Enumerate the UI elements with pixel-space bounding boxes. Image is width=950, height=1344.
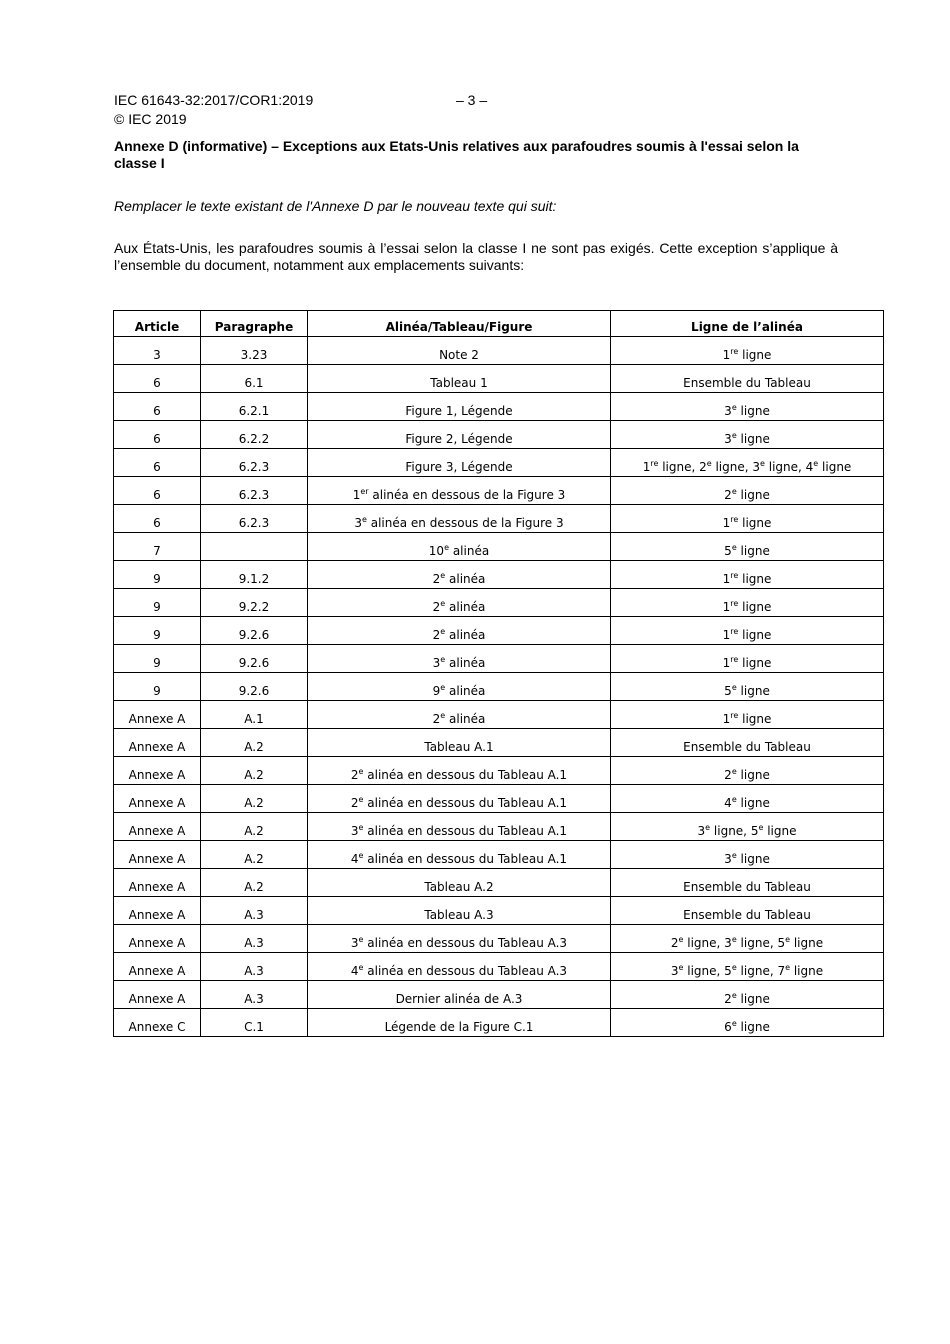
- cell-article: Annexe A: [114, 729, 201, 757]
- cell-paragraphe: 6.2.3: [201, 477, 308, 505]
- standard-reference: IEC 61643-32:2017/COR1:2019: [114, 92, 314, 108]
- cell-paragraphe: A.2: [201, 729, 308, 757]
- annex-title: Annexe D (informative) – Exceptions aux Etats-Unis relatives aux parafoudres soumis à l'essai selon la classe I: [114, 138, 799, 171]
- cell-article: Annexe A: [114, 813, 201, 841]
- cell-ligne: 1re ligne: [611, 589, 884, 617]
- cell-alinea: Tableau 1: [308, 365, 611, 393]
- col-header-alinea: Alinéa/Tableau/Figure: [308, 311, 611, 337]
- cell-alinea: Tableau A.1: [308, 729, 611, 757]
- cell-alinea: 2e alinéa: [308, 701, 611, 729]
- table-row: [114, 869, 884, 897]
- cell-ligne: 3e ligne: [611, 393, 884, 421]
- table-body: [114, 337, 884, 1037]
- table-row: [114, 953, 884, 981]
- cell-article: 9: [114, 589, 201, 617]
- cell-article: Annexe A: [114, 953, 201, 981]
- table-row: [114, 617, 884, 645]
- cell-alinea: Figure 1, Légende: [308, 393, 611, 421]
- cell-ligne: 3e ligne, 5e ligne: [611, 813, 884, 841]
- table-row: [114, 813, 884, 841]
- col-header-article: Article: [114, 311, 201, 337]
- page-header: [114, 91, 487, 129]
- cell-alinea: Tableau A.2: [308, 869, 611, 897]
- cell-paragraphe: A.1: [201, 701, 308, 729]
- cell-article: 9: [114, 617, 201, 645]
- table-row: [114, 925, 884, 953]
- cell-ligne: 1re ligne: [611, 645, 884, 673]
- cell-alinea: 4e alinéa en dessous du Tableau A.1: [308, 841, 611, 869]
- cell-ligne: 2e ligne: [611, 981, 884, 1009]
- cell-alinea: 3e alinéa en dessous du Tableau A.1: [308, 813, 611, 841]
- cell-article: Annexe C: [114, 1009, 201, 1037]
- cell-ligne: 2e ligne, 3e ligne, 5e ligne: [611, 925, 884, 953]
- cell-ligne: 1re ligne: [611, 505, 884, 533]
- table-row: [114, 785, 884, 813]
- cell-alinea: 3e alinéa: [308, 645, 611, 673]
- table-row: [114, 673, 884, 701]
- cell-ligne: 1re ligne: [611, 561, 884, 589]
- cell-paragraphe: 6.2.3: [201, 449, 308, 477]
- cell-ligne: 6e ligne: [611, 1009, 884, 1037]
- table-row: [114, 897, 884, 925]
- cell-article: Annexe A: [114, 841, 201, 869]
- cell-alinea: 1er alinéa en dessous de la Figure 3: [308, 477, 611, 505]
- cell-article: Annexe A: [114, 981, 201, 1009]
- cell-ligne: Ensemble du Tableau: [611, 869, 884, 897]
- cell-alinea: 10e alinéa: [308, 533, 611, 561]
- cell-paragraphe: 9.2.6: [201, 617, 308, 645]
- table-row: [114, 449, 884, 477]
- cell-paragraphe: C.1: [201, 1009, 308, 1037]
- cell-paragraphe: A.3: [201, 981, 308, 1009]
- cell-paragraphe: 9.2.2: [201, 589, 308, 617]
- copyright: © IEC 2019: [114, 111, 187, 127]
- cell-alinea: Figure 2, Légende: [308, 421, 611, 449]
- cell-alinea: Figure 3, Légende: [308, 449, 611, 477]
- cell-paragraphe: 9.2.6: [201, 673, 308, 701]
- cell-paragraphe: A.2: [201, 785, 308, 813]
- cell-article: Annexe A: [114, 785, 201, 813]
- header-line-1: [114, 91, 487, 110]
- table-row: [114, 533, 884, 561]
- cell-article: 6: [114, 421, 201, 449]
- cell-alinea: 2e alinéa: [308, 561, 611, 589]
- cell-article: Annexe A: [114, 757, 201, 785]
- cell-article: 6: [114, 365, 201, 393]
- cell-paragraphe: 6.2.2: [201, 421, 308, 449]
- cell-article: 6: [114, 477, 201, 505]
- table-row: [114, 477, 884, 505]
- cell-paragraphe: A.2: [201, 869, 308, 897]
- cell-alinea: 3e alinéa en dessous du Tableau A.3: [308, 925, 611, 953]
- cell-paragraphe: 9.2.6: [201, 645, 308, 673]
- table-row: [114, 421, 884, 449]
- cell-article: 9: [114, 645, 201, 673]
- cell-paragraphe: 9.1.2: [201, 561, 308, 589]
- cell-ligne: 4e ligne: [611, 785, 884, 813]
- cell-paragraphe: A.2: [201, 813, 308, 841]
- table-row: [114, 701, 884, 729]
- cell-alinea: Tableau A.3: [308, 897, 611, 925]
- cell-article: Annexe A: [114, 925, 201, 953]
- table-row: [114, 981, 884, 1009]
- table-row: [114, 1009, 884, 1037]
- table-row: [114, 645, 884, 673]
- table-row: [114, 561, 884, 589]
- cell-paragraphe: A.2: [201, 841, 308, 869]
- cell-article: 3: [114, 337, 201, 365]
- cell-ligne: 3e ligne: [611, 841, 884, 869]
- cell-paragraphe: 6.2.1: [201, 393, 308, 421]
- cell-ligne: 2e ligne: [611, 477, 884, 505]
- cell-paragraphe: A.3: [201, 897, 308, 925]
- cell-article: 6: [114, 449, 201, 477]
- cell-paragraphe: A.2: [201, 757, 308, 785]
- cell-paragraphe: A.3: [201, 925, 308, 953]
- cell-article: 7: [114, 533, 201, 561]
- cell-alinea: 2e alinéa en dessous du Tableau A.1: [308, 757, 611, 785]
- cell-ligne: Ensemble du Tableau: [611, 897, 884, 925]
- page-number: – 3 –: [456, 92, 488, 108]
- table-header-row: [114, 311, 884, 337]
- table-row: [114, 365, 884, 393]
- cell-article: 9: [114, 561, 201, 589]
- cell-article: Annexe A: [114, 701, 201, 729]
- cell-article: Annexe A: [114, 897, 201, 925]
- cell-alinea: 9e alinéa: [308, 673, 611, 701]
- cell-article: 9: [114, 673, 201, 701]
- cell-paragraphe: 6.2.3: [201, 505, 308, 533]
- cell-ligne: 2e ligne: [611, 757, 884, 785]
- cell-ligne: 1re ligne: [611, 701, 884, 729]
- cell-ligne: 1re ligne, 2e ligne, 3e ligne, 4e ligne: [611, 449, 884, 477]
- cell-alinea: Dernier alinéa de A.3: [308, 981, 611, 1009]
- cell-ligne: 1re ligne: [611, 617, 884, 645]
- cell-ligne: Ensemble du Tableau: [611, 365, 884, 393]
- cell-article: 6: [114, 393, 201, 421]
- cell-ligne: 5e ligne: [611, 673, 884, 701]
- col-header-ligne: Ligne de l’alinéa: [611, 311, 884, 337]
- cell-alinea: 2e alinéa: [308, 617, 611, 645]
- cell-alinea: Note 2: [308, 337, 611, 365]
- cell-paragraphe: [201, 533, 308, 561]
- col-header-paragraphe: Paragraphe: [201, 311, 308, 337]
- cell-paragraphe: A.3: [201, 953, 308, 981]
- cell-ligne: Ensemble du Tableau: [611, 729, 884, 757]
- table-row: [114, 337, 884, 365]
- intro-paragraph: Aux États-Unis, les parafoudres soumis à l’essai selon la classe I ne sont pas exigés. Cette exception s’applique à l’ensemble du document, notamment aux emplacements suivants:: [114, 240, 838, 273]
- table-row: [114, 589, 884, 617]
- table-row: [114, 841, 884, 869]
- table-row: [114, 757, 884, 785]
- exceptions-table: [113, 310, 884, 1037]
- cell-alinea: 3e alinéa en dessous de la Figure 3: [308, 505, 611, 533]
- cell-ligne: 3e ligne: [611, 421, 884, 449]
- cell-ligne: 5e ligne: [611, 533, 884, 561]
- table-row: [114, 729, 884, 757]
- table-row: [114, 505, 884, 533]
- cell-alinea: 2e alinéa: [308, 589, 611, 617]
- cell-paragraphe: 3.23: [201, 337, 308, 365]
- table-row: [114, 393, 884, 421]
- cell-article: 6: [114, 505, 201, 533]
- cell-alinea: 4e alinéa en dessous du Tableau A.3: [308, 953, 611, 981]
- cell-paragraphe: 6.1: [201, 365, 308, 393]
- cell-ligne: 3e ligne, 5e ligne, 7e ligne: [611, 953, 884, 981]
- cell-ligne: 1re ligne: [611, 337, 884, 365]
- cell-article: Annexe A: [114, 869, 201, 897]
- cell-alinea: 2e alinéa en dessous du Tableau A.1: [308, 785, 611, 813]
- instruction-text: Remplacer le texte existant de l'Annexe D par le nouveau texte qui suit:: [114, 198, 557, 214]
- cell-alinea: Légende de la Figure C.1: [308, 1009, 611, 1037]
